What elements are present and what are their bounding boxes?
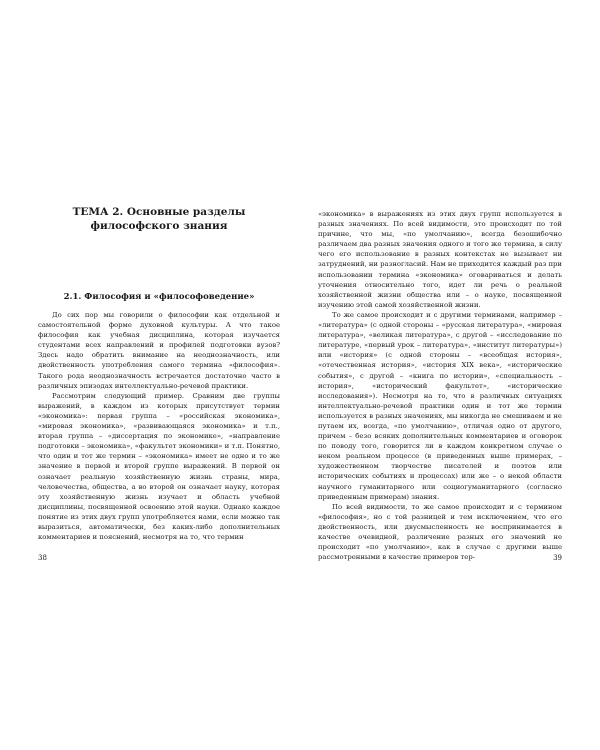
right-page-body — [318, 209, 562, 562]
chapter-title — [38, 205, 280, 233]
section-title: 2.1. Философия и «философоведение» — [63, 292, 255, 302]
chapter-title-line-1: ТЕМА 2. Основные разделы — [72, 206, 246, 218]
chapter-title-line-2: философского знания — [90, 220, 228, 232]
paragraph: До сих пор мы говорили о философии как отдельной и самостоятельной форме духовной культуры. А что такое философия как учебная дисциплина, которая изучается студентами всех направлений и профилей подготовки вузов? Здесь надо обратить внимание на неоднозначность, или двойственность употребления самого термина «философия». Такого рода неоднозначность встречается достаточно часто в различных эпизодах интеллектуально-речевой практики. — [38, 311, 280, 390]
paragraph: По всей видимости, то же самое происходит и с термином «философия», но с той разницей и тем исключением, что его двойственность, или двусмысленность не воспринимается в качестве очевидной, различение разных его значений не происходит «по умолчанию», как в случае с другими выше рассмотренными в качестве примеров тер- — [318, 502, 562, 562]
right-page — [300, 0, 600, 750]
left-page-body — [38, 310, 280, 542]
page-number-right: 39 — [553, 554, 562, 562]
paragraph: То же самое происходит и с другими терминами, например – «литература» (с одной стороны – «русская литература», «мировая литература», «великая литература», с другой – «исследование по литературе, «первый урок – литература», «институт литературы») или «история» (с одной стороны – «всеобщая история», «отечественная история», «история XIX века», «исторические события», с другой – «книга по истории», «специальность – история», «исторический факультет», «исторические исследования»). Несмотря на то, что в различных ситуациях интеллектуально-речевой практики один и тот же термин используется в разных значениях, мы никогда не смешиваем и не путаем их, всегда, «по умолчанию», отличая одно от другого, причем – безо всяких дополнительных комментариев и оговорок по поводу того, говорится ли в каждом конкретном случае о неком реальном процессе (в приведенных выше примерах, – художественном творчестве писателей и поэтов или исторических событиях и процессах) или же – о некой области научного гуманитарного или социогуманитарного (согласно приведенным примерам) знания. — [318, 310, 562, 501]
paragraph: «экономика» в выражениях из этих двух групп используется в разных значениях. По всей видимости, это происходит по той причине, что мы, «по умолчанию», всегда безошибочно различаем два разных значения одного и того же термина, в силу чего его использование в разных контекстах не вызывает ни затруднений, ни разногласий. Нам не приходится каждый раз при использовании термина «экономика» оговариваться и делать уточнения относительно того, идет ли речь о реальной хозяйственной жизни общества или – о науке, посвященной изучению этой самой хозяйственной жизни. — [318, 210, 562, 309]
paragraph: Рассмотрим следующий пример. Сравним две группы выражений, в каждом из которых присутствует термин «экономика»: первая группа – «российская экономика», «мировая экономика», «развивающаяся экономика» и т.п., вторая группа – «диссертация по экономике», «направление подготовки – экономика», «факультет экономики» и т.п. Понятно, что один и тот же термин – «экономика» имеет не одно и то же значение в первой и второй группе выражений. В первой он означает реальную хозяйственную жизнь страны, мира, человечества, общества, а во второй он означает науку, которая эту хозяйственную жизнь изучает и область учебной дисциплины, посвященной освоению этой науки. Однако каждое понятие из этих двух групп употребляется нами, если можно так выразиться, автоматически, без каких-либо дополнительных комментариев и пояснений, несмотря на то, что термин — [38, 391, 280, 542]
page-number-left: 38 — [38, 554, 47, 562]
